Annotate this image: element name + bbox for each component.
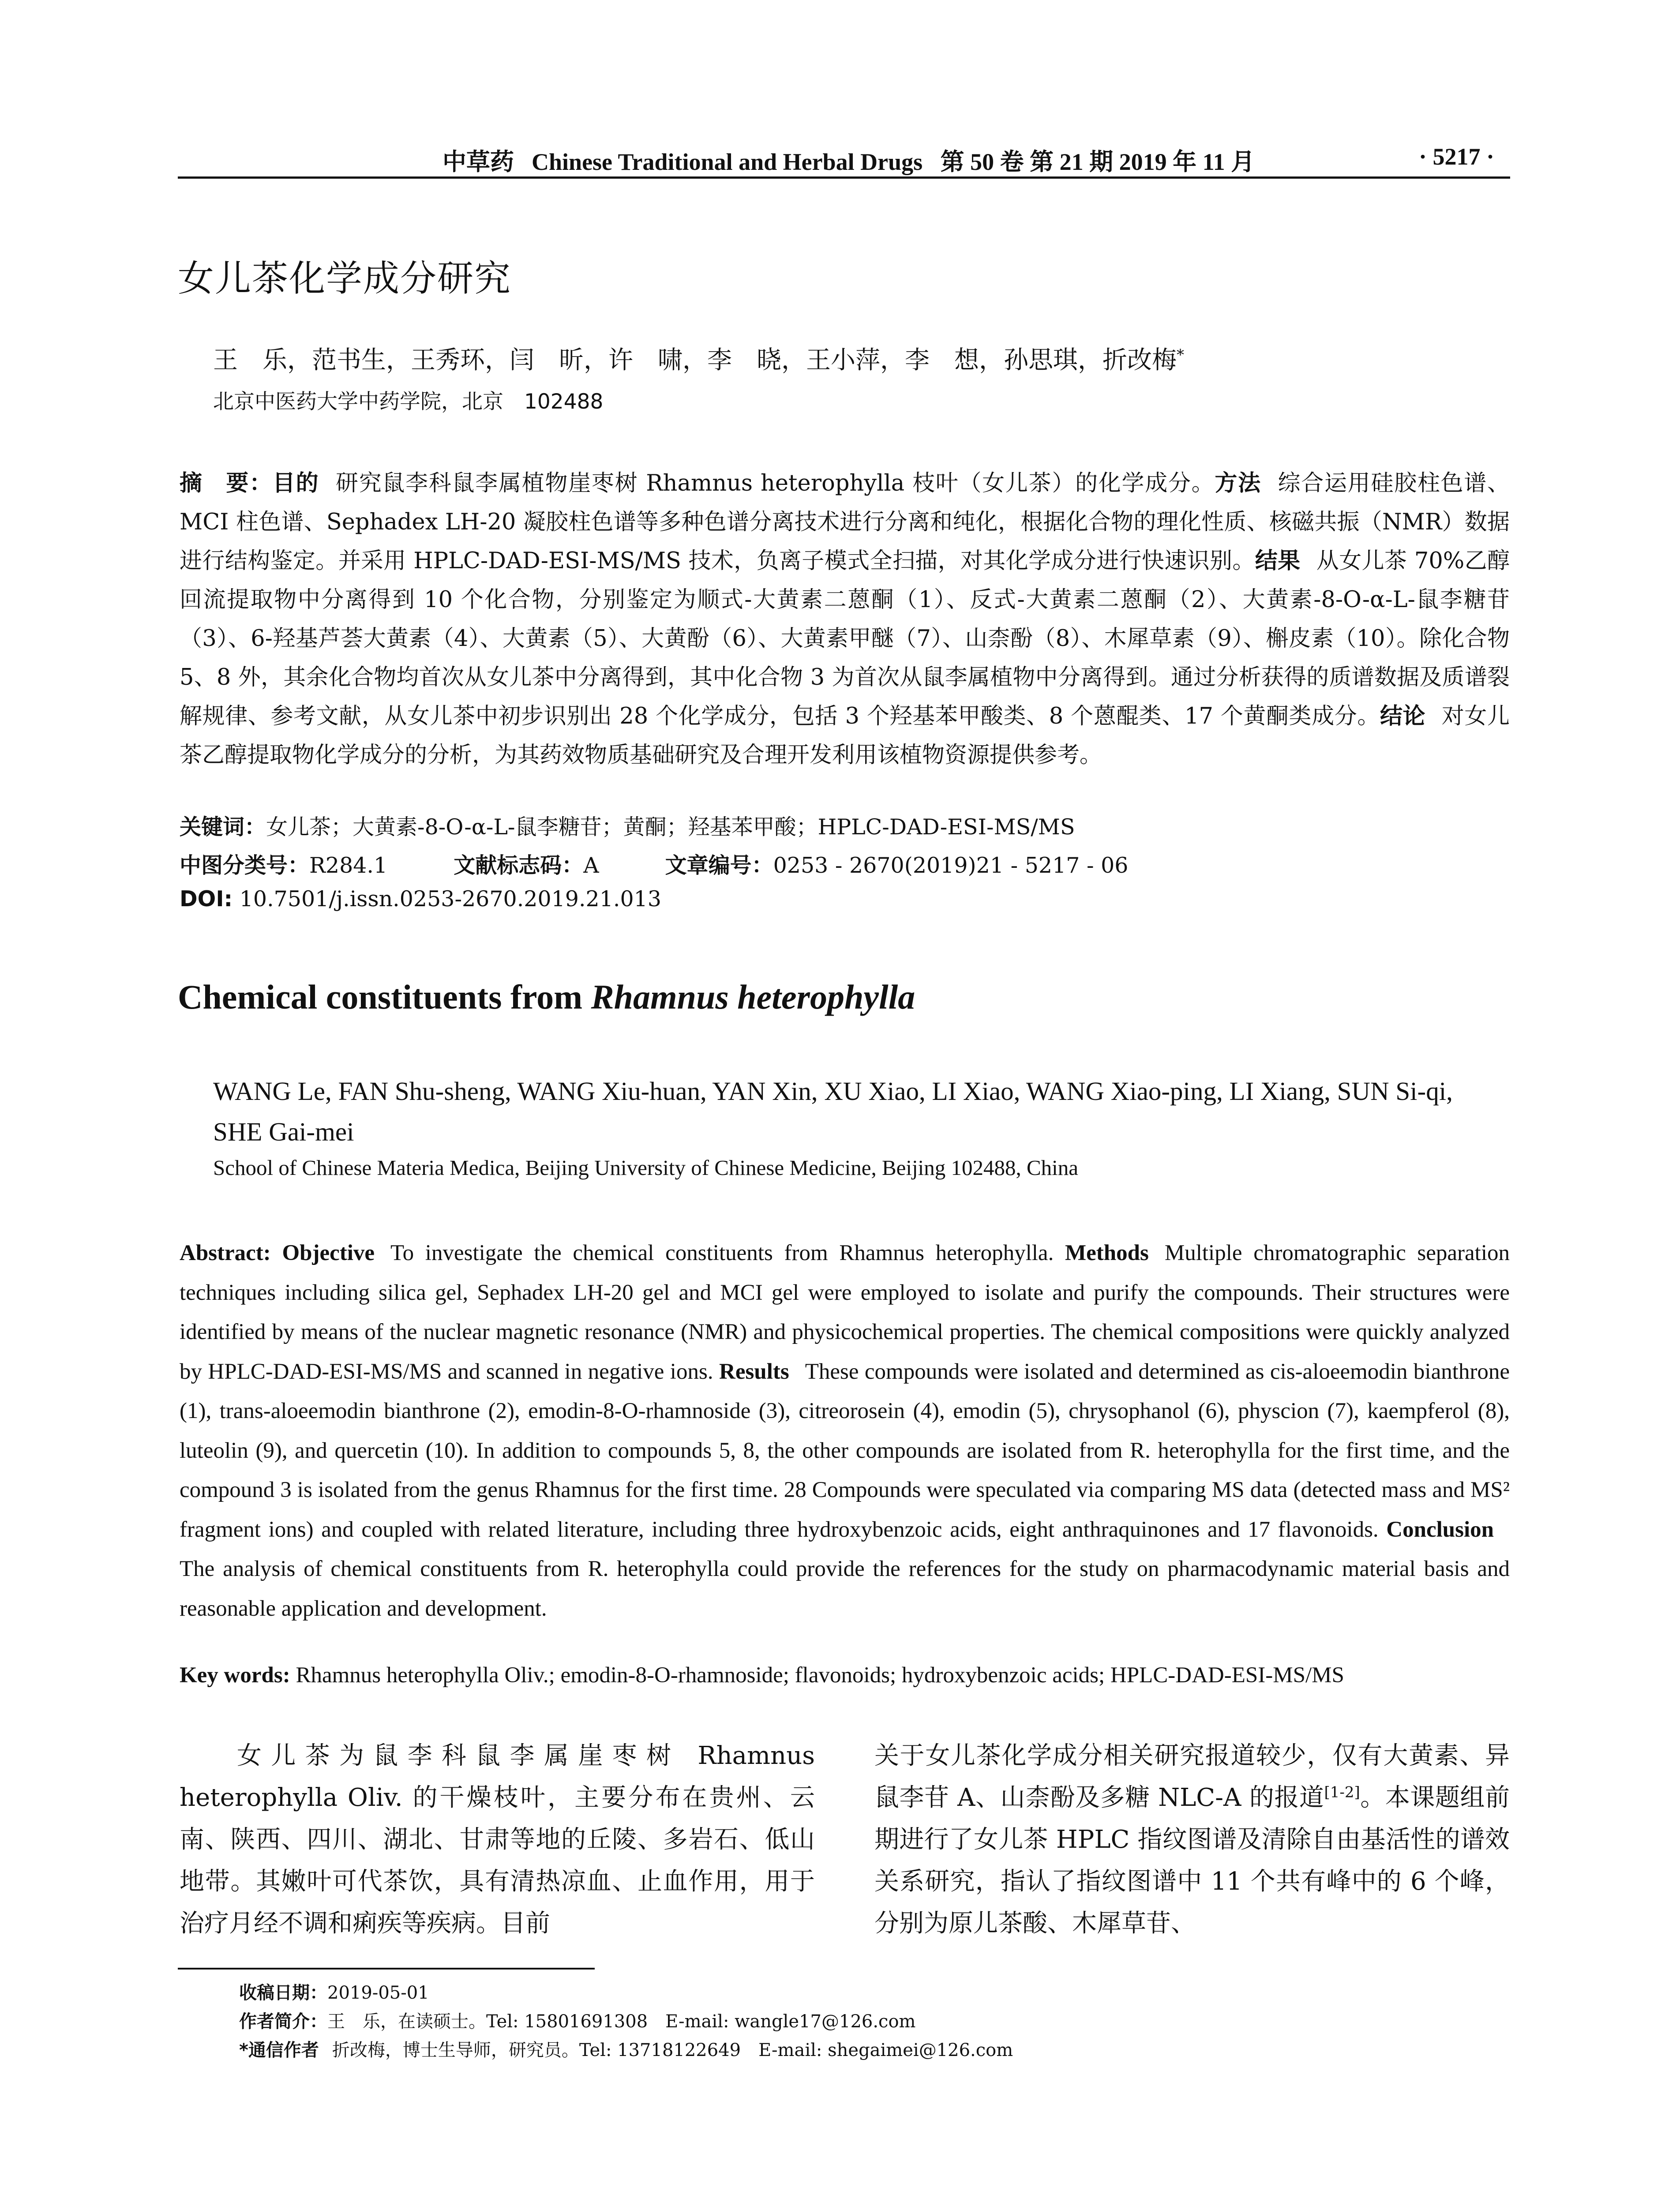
en-results-label: Results [719,1359,789,1384]
chinese-keywords [180,810,1510,841]
conclusion-label: 结论 [1380,703,1426,729]
doccode-value: A [583,853,599,878]
en-abstract-label: Abstract: [180,1241,271,1265]
doccode-label: 文献标志码： [454,853,584,878]
chinese-authors [213,341,1184,376]
methods-text: 综合运用硅胶柱色谱、MCI 柱色谱、Sephadex LH-20 凝胶柱色谱等多种色谱分离技术进行分离和纯化，根据化合物的理化性质、核磁共振（NMR）数据进行结构鉴定。并采用 HPLC-DAD-ESI-MS/MS 技术，负离子模式全扫描，对其化学成分进行快速识别。 [180,470,1510,574]
corresponding-mark: * [1177,346,1184,364]
body-column-right [874,1735,1510,1944]
body-paragraph-2 [874,1735,1510,1944]
body-column-left [180,1735,815,1944]
body-paragraph-2b: 。本课题组前期进行了女儿茶 HPLC 指纹图谱及清除自由基活性的谱效关系研究，指认了指纹图谱中 11 个共有峰中的 6 个峰，分别为原儿茶酸、木犀草苷、 [874,1783,1510,1938]
received-date [239,1979,1013,2007]
doi-line [180,886,1510,912]
page-number: · 5217 · [1418,143,1494,170]
running-header [178,140,1510,179]
keywords-label: 关键词： [180,814,266,840]
en-conclusion-label: Conclusion [1386,1517,1494,1542]
objective-text: 研究鼠李科鼠李属植物崖枣树 Rhamnus heterophylla 枝叶（女儿茶）的化学成分。 [335,470,1215,496]
en-objective-text: To investigate the chemical constituents from Rhamnus heterophylla. [390,1241,1054,1265]
clc-label: 中图分类号： [180,853,310,878]
received-label: 收稿日期： [239,1983,327,2003]
english-affiliation: School of Chinese Materia Medica, Beijing University of Chinese Medicine, Beijing 102488, China [213,1156,1079,1180]
en-keywords-label: Key words: [180,1663,290,1688]
objective-label: 目的 [272,470,319,496]
english-authors: WANG Le, FAN Shu-sheng, WANG Xiu-huan, YAN Xin, XU Xiao, LI Xiao, WANG Xiao-ping, LI Xiang, SUN Si-qi, SHE Gai-mei [213,1077,1453,1146]
doi-value[interactable]: 10.7501/j.issn.0253-2670.2019.21.013 [239,886,661,912]
english-title [178,977,915,1017]
corr-value: 折改梅，博士生导师，研究员。Tel: 13718122649 E-mail: shegaimei@126.com [332,2040,1013,2060]
body-paragraph-2a: 关于女儿茶化学成分相关研究报道较少，仅有大黄素、异鼠李苷 A、山柰酚及多糖 NLC-A 的报道 [874,1741,1510,1812]
clc-value: R284.1 [309,853,388,878]
article-value: 0253 - 2670(2019)21 - 5217 - 06 [773,853,1129,878]
en-conclusion-text: The analysis of chemical constituents from R. heterophylla could provide the references for the study on pharmacodynamic material basis and reasonable application and development. [180,1557,1510,1621]
corresponding-author [239,2036,1013,2065]
journal-name [442,143,1255,177]
received-value: 2019-05-01 [327,1983,429,2003]
methods-label: 方法 [1215,470,1261,496]
author-bio-label: 作者简介： [239,2011,327,2032]
journal-name-cn: 中草药 [442,148,514,176]
chinese-abstract [180,464,1510,775]
author-bio [239,2007,1013,2036]
abstract-label: 摘 要： [180,470,273,496]
en-methods-label: Methods [1065,1241,1149,1265]
article-label: 文章编号： [665,853,773,878]
results-text: 从女儿茶 70%乙醇回流提取物中分离得到 10 个化合物，分别鉴定为顺式-大黄素二蒽酮（1）、反式-大黄素二蒽酮（2）、大黄素-8-O-α-L-鼠李糖苷（3）、6-羟基芦荟大黄素（4）、大黄素（5）、大黄酚（6）、大黄素甲醚（7）、山柰酚（8）、木犀草素（9）、槲皮素（10）。除化合物 5、8 外，其余化合物均首次从女儿茶中分离得到，其中化合物 3 为首次从鼠李属植物中分离得到。通过分析获得的质谱数据及质谱裂解规律、参考文献，从女儿茶中初步识别出 28 个化学成分，包括 3 个羟基苯甲酸类、8 个蒽醌类、17 个黄酮类成分。 [180,548,1510,729]
author-bio-value: 王 乐，在读硕士。Tel: 15801691308 E-mail: wangle17@126.com [327,2011,916,2032]
journal-issue: 第 50 卷 第 21 期 2019 年 11 月 [940,149,1255,175]
english-keywords [180,1662,1510,1688]
english-abstract [180,1234,1510,1628]
conclusion-text: 对女儿茶乙醇提取物化学成分的分析，为其药效物质基础研究及合理开发利用该植物资源提供参考。 [180,703,1510,768]
chinese-title: 女儿茶化学成分研究 [178,258,512,300]
english-title-plain: Chemical constituents from [178,978,591,1016]
chinese-affiliation: 北京中医药大学中药学院，北京 102488 [213,390,604,414]
footnotes [239,1979,1013,2065]
en-results-text: These compounds were isolated and determined as cis-aloeemodin bianthrone (1), trans-aloeemodin bianthrone (2), emodin-8-O-rhamnoside (3), citreorosein (4), emodin (5), chrysophanol (6), physcion (7), kaempferol (8), luteolin (9), and quercetin (10). In addition to compounds 5, 8, the other compounds are isolated from R. heterophylla for the first time, and the compound 3 is isolated from the genus Rhamnus for the first time. 28 Compounds were speculated via comparing MS data (detected mass and MS² fragment ions) and coupled with related literature, including three hydroxybenzoic acids, eight anthraquinones and 17 flavonoids. [180,1359,1510,1542]
body-paragraph-1: 女儿茶为鼠李科鼠李属崖枣树 Rhamnus heterophylla Oliv. 的干燥枝叶，主要分布在贵州、云南、陕西、四川、湖北、甘肃等地的丘陵、多岩石、低山地带。其嫩叶可代茶饮，具有清热凉血、止血作用，用于治疗月经不调和痢疾等疾病。目前 [180,1741,815,1938]
english-title-species: Rhamnus heterophylla [591,978,915,1016]
citation-ref[interactable]: [1-2] [1324,1783,1360,1801]
en-objective-label: Objective [282,1241,375,1265]
en-keywords-text: Rhamnus heterophylla Oliv.; emodin-8-O-rhamnoside; flavonoids; hydroxybenzoic acids; HPLC-DAD-ESI-MS/MS [296,1663,1344,1688]
en-methods-text: Multiple chromatographic separation techniques including silica gel, Sephadex LH-20 gel and MCI gel were employed to isolate and purify the compounds. Their structures were identified by means of the nuclear magnetic resonance (NMR) and physicochemical properties. The chemical compositions were quickly analyzed by HPLC-DAD-ESI-MS/MS and scanned in negative ions. [180,1241,1510,1384]
chinese-author-list: 王 乐，范书生，王秀环，闫 昕，许 啸，李 晓，王小萍，李 想，孙思琪，折改梅 [213,346,1177,375]
keywords-text: 女儿茶；大黄素-8-O-α-L-鼠李糖苷；黄酮；羟基苯甲酸；HPLC-DAD-ESI-MS/MS [266,814,1075,840]
classification-line [180,848,1510,879]
footnote-rule [178,1968,595,1970]
journal-name-en: Chinese Traditional and Herbal Drugs [532,149,923,175]
corr-label: *通信作者 [239,2040,319,2060]
results-label: 结果 [1255,548,1301,574]
doi-label: DOI: [180,886,233,912]
